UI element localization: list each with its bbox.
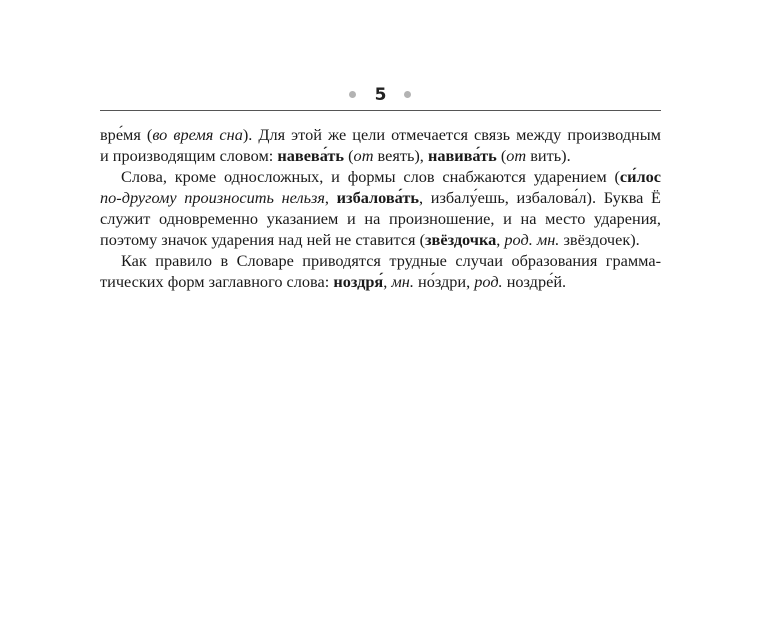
italic-run: по-другому произносить нельзя (100, 188, 325, 207)
text-run: и производящим словом: (100, 146, 278, 165)
right-dot-ornament (404, 91, 411, 98)
text-run: , избалу́ешь, избалова́л). Буква Ё (419, 188, 662, 207)
italic-run: во время сна (152, 125, 243, 144)
text-run: , (496, 230, 505, 249)
paragraph-1 (100, 124, 661, 166)
text-run: звёздочек). (559, 230, 640, 249)
text-run: вить). (526, 146, 571, 165)
text-run: но́здри, (413, 272, 475, 291)
headword-run: избалова́ть (336, 188, 419, 207)
text-run: Как правило в Словаре приводятся трудные случаи образования грамма- (121, 251, 661, 270)
page-body (100, 124, 661, 292)
text-run: ноздре́й. (502, 272, 567, 291)
paragraph-3 (100, 250, 661, 292)
headword-run: ноздря́ (333, 272, 384, 291)
text-line (100, 187, 661, 208)
text-line (100, 124, 661, 145)
text-run: ). Для этой же цели отмечается связь между производным (242, 125, 661, 144)
text-run: , (383, 272, 392, 291)
italic-run: род. мн. (504, 230, 560, 249)
headword-run: навева́ть (277, 146, 345, 165)
paragraph-2 (100, 166, 661, 250)
headword-run: навива́ть (427, 146, 497, 165)
text-line (100, 166, 661, 187)
page-number: 5 (374, 85, 387, 105)
text-run: поэтому значок ударения над ней не ставится ( (100, 230, 426, 249)
text-run: ( (344, 146, 354, 165)
text-run: ( (496, 146, 507, 165)
text-run: тических форм заглавного слова: (100, 272, 334, 291)
text-run: Слова, кроме односложных, и формы слов снабжаются ударением ( (121, 167, 620, 186)
page-header (100, 80, 661, 110)
text-line (100, 145, 661, 166)
text-line (100, 271, 661, 292)
italic-run: от (353, 146, 374, 165)
text-line (100, 250, 661, 271)
text-line (100, 229, 661, 250)
italic-run: от (506, 146, 527, 165)
text-run: веять), (373, 146, 428, 165)
italic-run: род. (474, 272, 503, 291)
text-run: вре́мя ( (100, 125, 153, 144)
header-rule (100, 110, 661, 111)
text-run: служит одновременно указанием и на произношение, и на место ударения, (100, 209, 661, 228)
headword-run: звёздочка (425, 230, 497, 249)
text-run: , (324, 188, 337, 207)
italic-run: мн. (391, 272, 414, 291)
headword-run: си́лос (619, 167, 661, 186)
text-line (100, 208, 661, 229)
